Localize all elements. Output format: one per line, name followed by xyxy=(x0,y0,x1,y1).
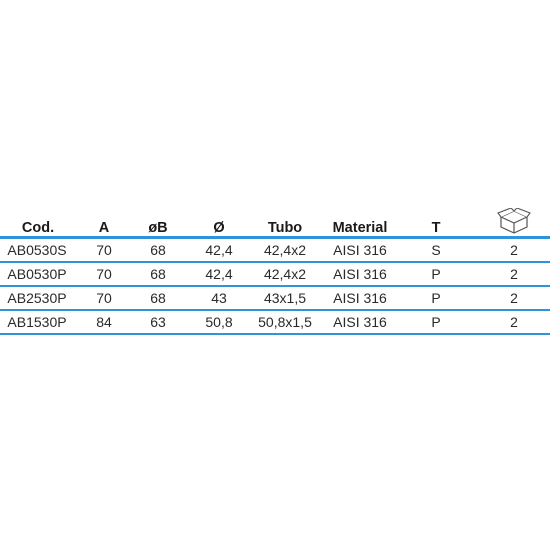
cell-diameter: 43 xyxy=(211,290,227,306)
cell-a: 70 xyxy=(96,290,112,306)
spec-table xyxy=(0,200,550,334)
cell-a: 84 xyxy=(96,314,112,330)
cell-t: S xyxy=(431,242,441,258)
cell-diameter: 50,8 xyxy=(205,314,233,330)
table-row xyxy=(0,286,550,310)
table-row xyxy=(0,262,550,286)
header-a: A xyxy=(98,220,110,236)
cell-qty: 2 xyxy=(510,290,518,306)
header-b: øB xyxy=(148,220,168,236)
cell-cod: AB0530P xyxy=(7,266,67,282)
cell-qty: 2 xyxy=(510,242,518,258)
cell-b: 63 xyxy=(150,314,166,330)
cell-diameter: 42,4 xyxy=(205,242,233,258)
cell-t: P xyxy=(431,290,441,306)
cell-tubo: 42,4x2 xyxy=(263,242,307,258)
cell-t: P xyxy=(431,266,441,282)
header-t: T xyxy=(431,220,441,236)
table-header-row xyxy=(0,200,550,238)
cell-tubo: 43x1,5 xyxy=(263,290,307,306)
cell-qty: 2 xyxy=(510,314,518,330)
cell-b: 68 xyxy=(150,242,166,258)
cell-b: 68 xyxy=(150,266,166,282)
cell-cod: AB0530S xyxy=(7,242,67,258)
cell-b: 68 xyxy=(150,290,166,306)
cell-cod: AB1530P xyxy=(7,314,67,330)
cell-material: AISI 316 xyxy=(333,290,387,306)
header-diameter: Ø xyxy=(213,220,225,236)
cell-diameter: 42,4 xyxy=(205,266,233,282)
header-material: Material xyxy=(332,220,388,236)
cell-tubo: 42,4x2 xyxy=(263,266,307,282)
cell-tubo: 50,8x1,5 xyxy=(258,314,312,330)
header-tubo: Tubo xyxy=(267,220,303,236)
row-separator xyxy=(0,333,550,335)
header-cod: Cod. xyxy=(21,220,55,236)
table-row xyxy=(0,310,550,334)
cell-cod: AB2530P xyxy=(7,290,67,306)
cell-qty: 2 xyxy=(510,266,518,282)
cell-t: P xyxy=(431,314,441,330)
cell-a: 70 xyxy=(96,266,112,282)
table-row xyxy=(0,238,550,262)
cell-material: AISI 316 xyxy=(333,314,387,330)
cell-a: 70 xyxy=(96,242,112,258)
cell-material: AISI 316 xyxy=(333,242,387,258)
cell-material: AISI 316 xyxy=(333,266,387,282)
